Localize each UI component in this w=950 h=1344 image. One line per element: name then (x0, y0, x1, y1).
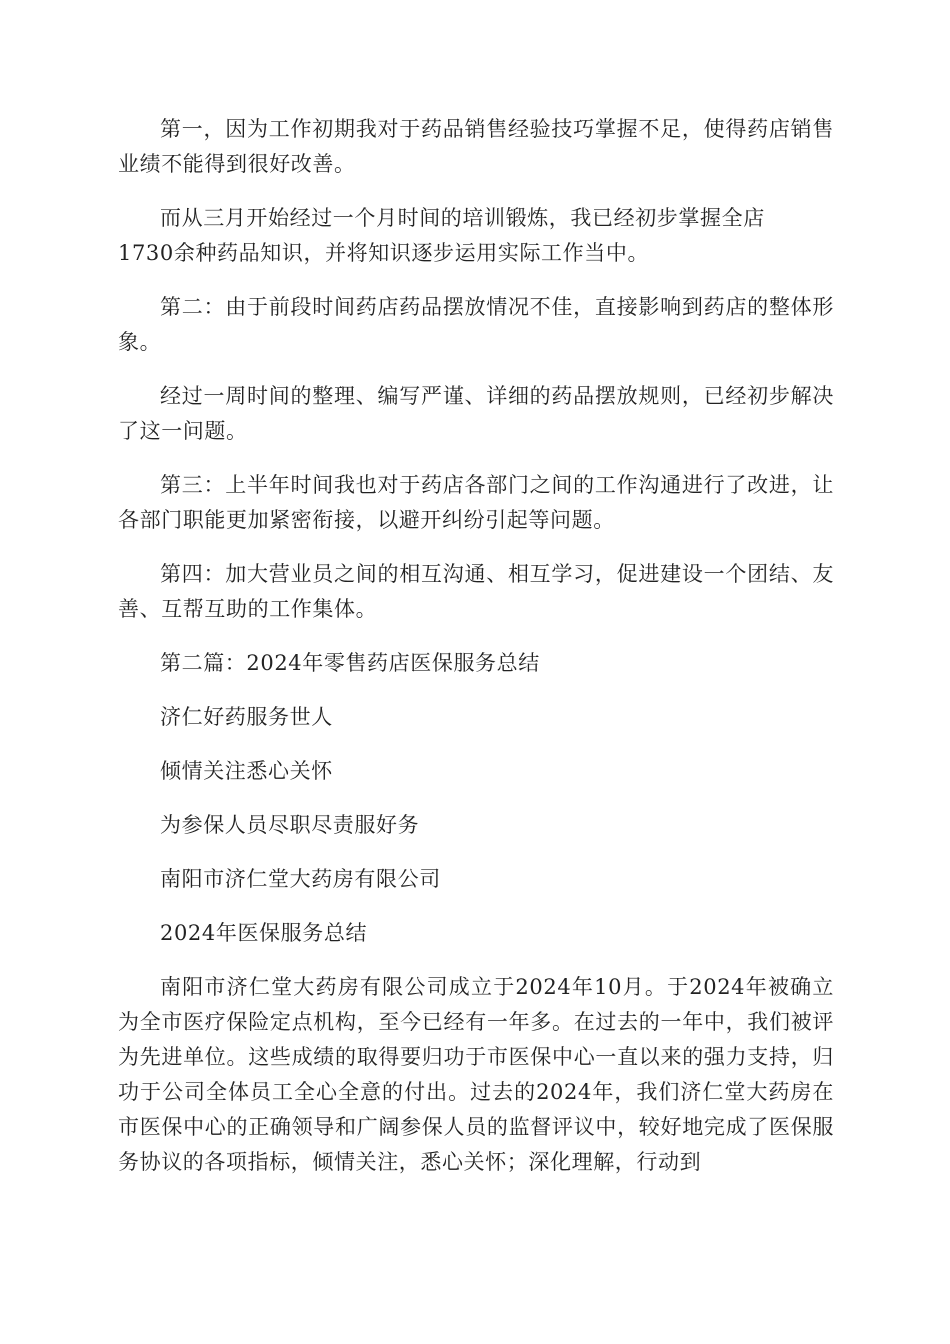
slogan-line-2: 倾情关注悉心关怀 (160, 759, 333, 783)
slogan-line-3: 为参保人员尽职尽责服好务 (160, 813, 420, 837)
paragraph-2-line-1: 而从三月开始经过一个月时间的培训锻炼，我已经初步掌握全店 (160, 206, 765, 230)
section-heading: 第二篇：2024年零售药店医保服务总结 (160, 651, 540, 675)
paragraph-2-line-2: 1730余种药品知识，并将知识逐步运用实际工作当中。 (118, 241, 650, 265)
slogan-line-1: 济仁好药服务世人 (160, 705, 333, 729)
paragraph-4: 经过一周时间的整理、编写严谨、详细的药品摆放规则，已经初步解决了这一问题。 (118, 384, 834, 443)
paragraph-3: 第二：由于前段时间药店药品摆放情况不佳，直接影响到药店的整体形象。 (118, 295, 834, 354)
paragraph-body: 南阳市济仁堂大药房有限公司成立于2024年10月。于2024年被确立为全市医疗保险定点机构，至今已经有一年多。在过去的一年中，我们被评为先进单位。这些成绩的取得要归功于市医保中心一直以来的强力支持，归功于公司全体员工全心全意的付出。过去的2024年，我们济仁堂大药房在市医保中心的正确领导和广阔参保人员的监督评议中，较好地完成了医保服务协议的各项指标，倾情关注，悉心关怀；深化理解，行动到 (118, 975, 834, 1174)
report-title: 2024年医保服务总结 (160, 921, 368, 945)
document-body (118, 112, 834, 1199)
paragraph-1: 第一，因为工作初期我对于药品销售经验技巧掌握不足，使得药店销售业绩不能得到很好改善。 (118, 117, 834, 176)
paragraph-2 (118, 201, 834, 271)
company-name: 南阳市济仁堂大药房有限公司 (160, 867, 441, 891)
paragraph-5: 第三：上半年时间我也对于药店各部门之间的工作沟通进行了改进，让各部门职能更加紧密衔接，以避开纠纷引起等问题。 (118, 473, 834, 532)
paragraph-6: 第四：加大营业员之间的相互沟通、相互学习，促进建设一个团结、友善、互帮互助的工作集体。 (118, 562, 834, 621)
